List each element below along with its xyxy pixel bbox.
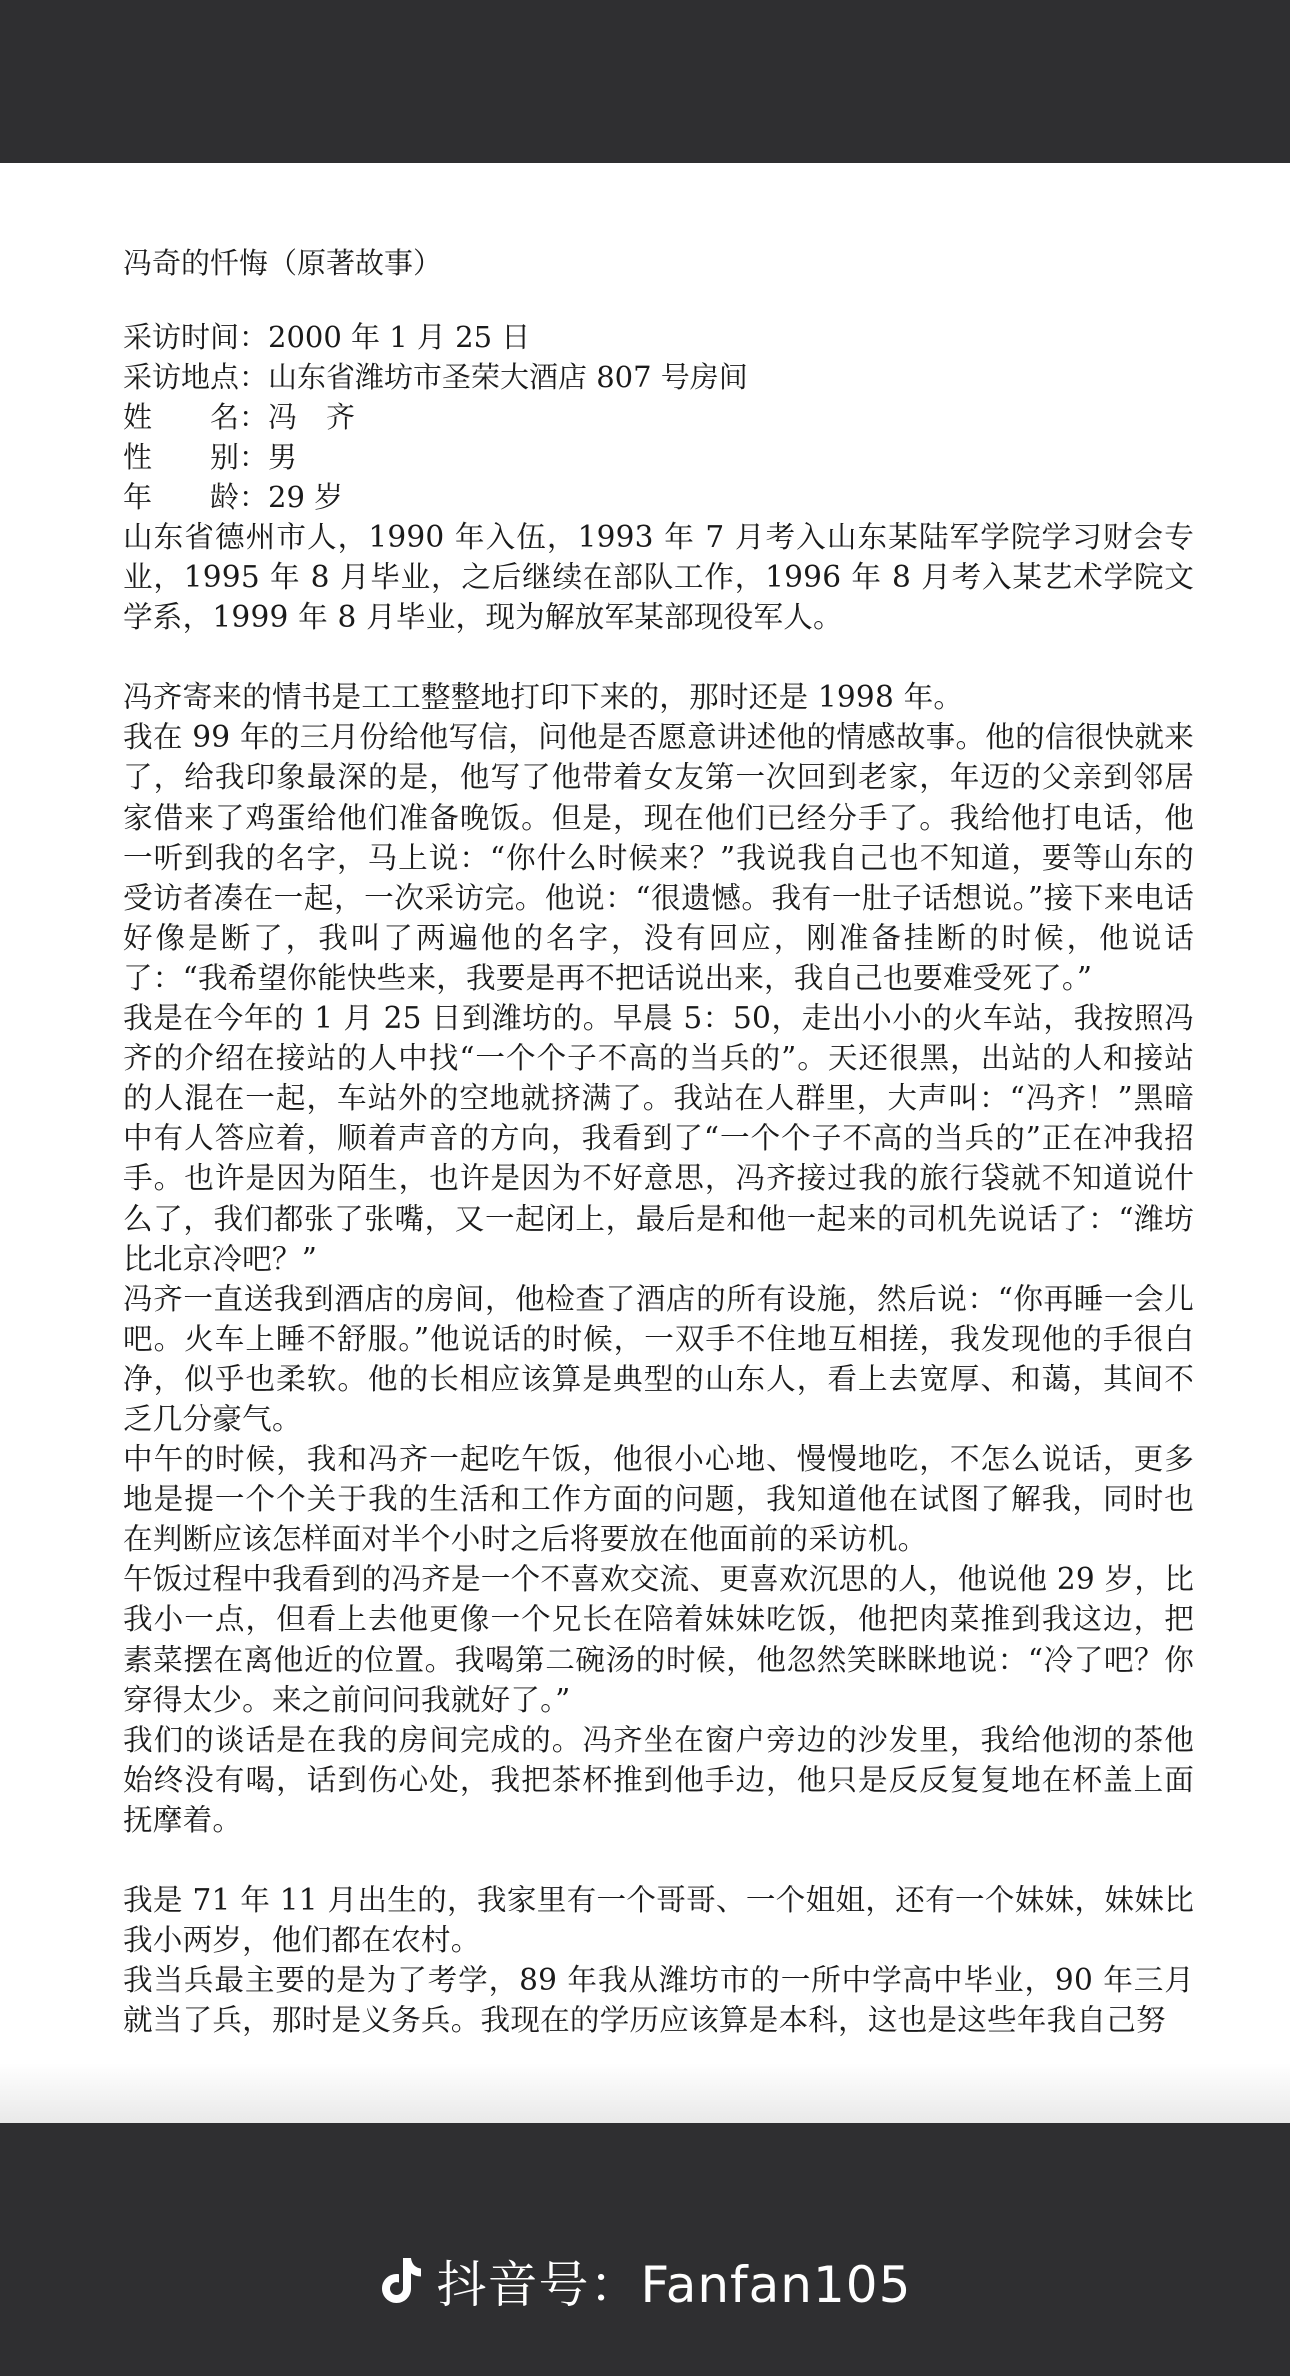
- meta-gender: 性 别：男: [123, 440, 298, 474]
- meta-interview-place: 采访地点：山东省潍坊市圣荣大酒店 807 号房间: [123, 360, 748, 394]
- douyin-watermark: [0, 2245, 1290, 2317]
- narrative-paragraph: 我是 71 年 11 月出生的，我家里有一个哥哥、一个姐姐，还有一个妹妹，妹妹比我小两岁，他们都在农村。: [123, 1883, 1194, 1958]
- bio-paragraph: 山东省德州市人，1990 年入伍，1993 年 7 月考入山东某陆军学院学习财会专业，1995 年 8 月毕业，之后继续在部队工作，1996 年 8 月考入某艺术学院文学系，1999 年 8 月毕业，现为解放军某部现役军人。: [123, 520, 1194, 635]
- document-page: [0, 163, 1290, 2123]
- interview-meta: [123, 317, 1194, 517]
- document-title: 冯奇的忏悔（原著故事）: [123, 246, 443, 280]
- section-gap: [123, 637, 1194, 677]
- narrative-paragraph: 我当兵最主要的是为了考学，89 年我从潍坊市的一所中学高中毕业，90 年三月就当了兵，那时是义务兵。我现在的学历应该算是本科，这也是这些年我自己努: [123, 1963, 1194, 2038]
- body-paragraph: 中午的时候，我和冯齐一起吃午饭，他很小心地、慢慢地吃，不怎么说话，更多地是提一个个关于我的生活和工作方面的问题，我知道他在试图了解我，同时也在判断应该怎样面对半个小时之后将要放在他面前的采访机。: [123, 1442, 1194, 1557]
- section-gap: [123, 1840, 1194, 1880]
- body-paragraph: 我在 99 年的三月份给他写信，问他是否愿意讲述他的情感故事。他的信很快就来了，给我印象最深的是，他写了他带着女友第一次回到老家，年迈的父亲到邻居家借来了鸡蛋给他们准备晚饭。但是，现在他们已经分手了。我给他打电话，他一听到我的名字，马上说：“你什么时候来？”我说我自己也不知道，要等山东的受访者凑在一起，一次采访完。他说：“很遗憾。我有一肚子话想说。”接下来电话好像是断了，我叫了两遍他的名字，没有回应，刚准备挂断的时候，他说话了：“我希望你能快些来，我要是再不把话说出来，我自己也要难受死了。”: [123, 720, 1194, 995]
- body-paragraph: 冯齐寄来的情书是工工整整地打印下来的，那时还是 1998 年。: [123, 680, 964, 715]
- body-paragraph: 我是在今年的 1 月 25 日到潍坊的。早晨 5：50，走出小小的火车站，我按照冯齐的介绍在接站的人中找“一个个子不高的当兵的”。天还很黑，出站的人和接站的人混在一起，车站外的空地就挤满了。我站在人群里，大声叫：“冯齐！”黑暗中有人答应着，顺着声音的方向，我看到了“一个个子不高的当兵的”正在冲我招手。也许是因为陌生，也许是因为不好意思，冯齐接过我的旅行袋就不知道说什么了，我们都张了张嘴，又一起闭上，最后是和他一起来的司机先说话了：“潍坊比北京冷吧？”: [123, 1001, 1194, 1276]
- body-paragraph: 冯齐一直送我到酒店的房间，他检查了酒店的所有设施，然后说：“你再睡一会儿吧。火车上睡不舒服。”他说话的时候，一双手不住地互相搓，我发现他的手很白净，似乎也柔软。他的长相应该算是典型的山东人，看上去宽厚、和蔼，其间不乏几分豪气。: [123, 1281, 1194, 1436]
- body-paragraph: 我们的谈话是在我的房间完成的。冯齐坐在窗户旁边的沙发里，我给他沏的茶他始终没有喝，话到伤心处，我把茶杯推到他手边，他只是反反复复地在杯盖上面抚摩着。: [123, 1722, 1194, 1837]
- meta-age: 年 龄：29 岁: [123, 480, 344, 514]
- tiktok-logo-icon: [379, 2256, 423, 2306]
- watermark-text: 抖音号：Fanfan105: [436, 2256, 912, 2314]
- body-paragraph: 午饭过程中我看到的冯齐是一个不喜欢交流、更喜欢沉思的人，他说他 29 岁，比我小一点，但看上去他更像一个兄长在陪着妹妹吃饭，他把肉菜推到我这边，把素菜摆在离他近的位置。我喝第二碗汤的时候，他忽然笑眯眯地说：“冷了吧？你穿得太少。来之前问问我就好了。”: [123, 1562, 1194, 1717]
- meta-name: 姓 名：冯 齐: [123, 400, 356, 434]
- top-letterbox: [0, 0, 1290, 163]
- meta-interview-time: 采访时间：2000 年 1 月 25 日: [123, 320, 531, 354]
